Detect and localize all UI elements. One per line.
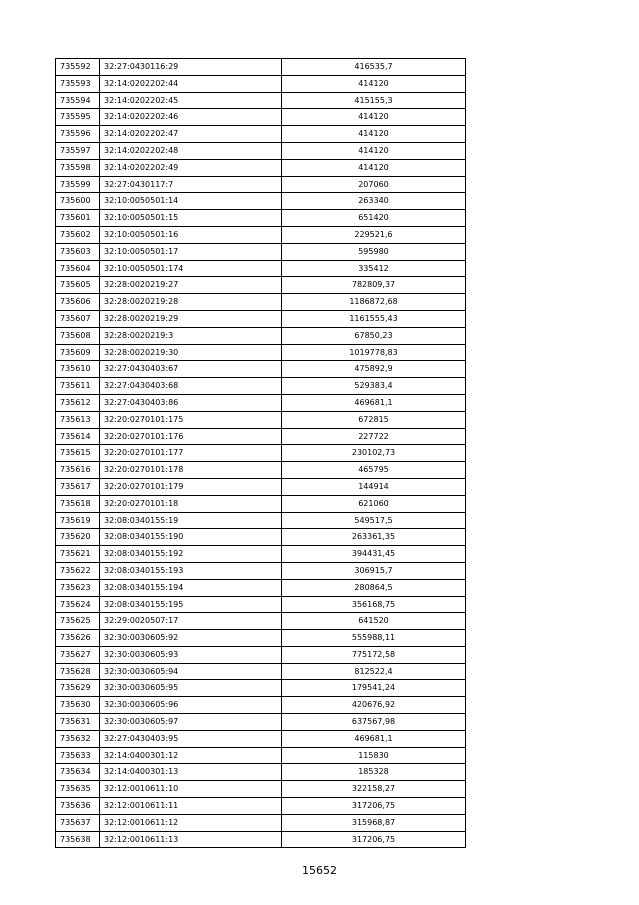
value-cell: 414120 <box>282 159 466 176</box>
cadastral-number-cell: 32:12:0010611:10 <box>100 781 282 798</box>
row-number-cell: 735629 <box>56 680 100 697</box>
cadastral-number-cell: 32:27:0430117:7 <box>100 176 282 193</box>
value-cell: 179541,24 <box>282 680 466 697</box>
cadastral-number-cell: 32:08:0340155:194 <box>100 579 282 596</box>
table-row <box>56 630 466 647</box>
table-row <box>56 831 466 848</box>
cadastral-number-cell: 32:20:0270101:179 <box>100 478 282 495</box>
row-number-cell: 735609 <box>56 344 100 361</box>
cadastral-number-cell: 32:29:0020507:17 <box>100 613 282 630</box>
row-number-cell: 735606 <box>56 294 100 311</box>
table-row <box>56 814 466 831</box>
value-cell: 263340 <box>282 193 466 210</box>
table-row <box>56 294 466 311</box>
value-cell: 317206,75 <box>282 798 466 815</box>
cadastral-number-cell: 32:28:0020219:27 <box>100 277 282 294</box>
row-number-cell: 735632 <box>56 730 100 747</box>
table-row <box>56 394 466 411</box>
row-number-cell: 735617 <box>56 478 100 495</box>
value-cell: 672815 <box>282 411 466 428</box>
table-row <box>56 411 466 428</box>
table-row <box>56 512 466 529</box>
cadastral-number-cell: 32:30:0030605:96 <box>100 697 282 714</box>
row-number-cell: 735602 <box>56 226 100 243</box>
cadastral-number-cell: 32:08:0340155:195 <box>100 596 282 613</box>
table-row <box>56 546 466 563</box>
cadastral-number-cell: 32:12:0010611:11 <box>100 798 282 815</box>
value-cell: 394431,45 <box>282 546 466 563</box>
cadastral-number-cell: 32:27:0430403:95 <box>100 730 282 747</box>
value-cell: 280864,5 <box>282 579 466 596</box>
table-row <box>56 646 466 663</box>
row-number-cell: 735597 <box>56 142 100 159</box>
cadastral-number-cell: 32:30:0030605:94 <box>100 663 282 680</box>
cadastral-number-cell: 32:28:0020219:3 <box>100 327 282 344</box>
table-row <box>56 109 466 126</box>
cadastral-number-cell: 32:20:0270101:176 <box>100 428 282 445</box>
table-row <box>56 764 466 781</box>
row-number-cell: 735596 <box>56 126 100 143</box>
row-number-cell: 735611 <box>56 378 100 395</box>
value-cell: 317206,75 <box>282 831 466 848</box>
cadastral-number-cell: 32:08:0340155:193 <box>100 562 282 579</box>
row-number-cell: 735630 <box>56 697 100 714</box>
value-cell: 416535,7 <box>282 59 466 76</box>
row-number-cell: 735623 <box>56 579 100 596</box>
table-row <box>56 260 466 277</box>
value-cell: 641520 <box>282 613 466 630</box>
table-row <box>56 680 466 697</box>
cadastral-number-cell: 32:10:0050501:17 <box>100 243 282 260</box>
table-row <box>56 327 466 344</box>
value-cell: 529383,4 <box>282 378 466 395</box>
value-cell: 812522,4 <box>282 663 466 680</box>
table-row <box>56 75 466 92</box>
cadastral-number-cell: 32:10:0050501:174 <box>100 260 282 277</box>
table-row <box>56 781 466 798</box>
row-number-cell: 735618 <box>56 495 100 512</box>
cadastral-number-cell: 32:30:0030605:95 <box>100 680 282 697</box>
value-cell: 549517,5 <box>282 512 466 529</box>
row-number-cell: 735601 <box>56 210 100 227</box>
value-cell: 67850,23 <box>282 327 466 344</box>
table-row <box>56 344 466 361</box>
cadastral-number-cell: 32:30:0030605:97 <box>100 714 282 731</box>
row-number-cell: 735624 <box>56 596 100 613</box>
row-number-cell: 735614 <box>56 428 100 445</box>
table-row <box>56 92 466 109</box>
table-row <box>56 495 466 512</box>
value-cell: 621060 <box>282 495 466 512</box>
row-number-cell: 735637 <box>56 814 100 831</box>
value-cell: 263361,35 <box>282 529 466 546</box>
value-cell: 465795 <box>282 462 466 479</box>
row-number-cell: 735595 <box>56 109 100 126</box>
cadastral-number-cell: 32:20:0270101:18 <box>100 495 282 512</box>
table-row <box>56 361 466 378</box>
value-cell: 115830 <box>282 747 466 764</box>
cadastral-number-cell: 32:28:0020219:29 <box>100 310 282 327</box>
value-cell: 469681,1 <box>282 730 466 747</box>
table-row <box>56 445 466 462</box>
value-cell: 637567,98 <box>282 714 466 731</box>
cadastral-number-cell: 32:10:0050501:15 <box>100 210 282 227</box>
table-body <box>56 59 466 848</box>
row-number-cell: 735616 <box>56 462 100 479</box>
cadastral-value-table <box>55 58 466 848</box>
table-row <box>56 529 466 546</box>
row-number-cell: 735622 <box>56 562 100 579</box>
table-row <box>56 478 466 495</box>
value-cell: 414120 <box>282 126 466 143</box>
cadastral-number-cell: 32:14:0202202:46 <box>100 109 282 126</box>
row-number-cell: 735608 <box>56 327 100 344</box>
value-cell: 227722 <box>282 428 466 445</box>
cadastral-number-cell: 32:14:0202202:48 <box>100 142 282 159</box>
table-row <box>56 59 466 76</box>
cadastral-number-cell: 32:27:0430403:86 <box>100 394 282 411</box>
row-number-cell: 735635 <box>56 781 100 798</box>
cadastral-number-cell: 32:28:0020219:28 <box>100 294 282 311</box>
value-cell: 775172,58 <box>282 646 466 663</box>
value-cell: 415155,3 <box>282 92 466 109</box>
value-cell: 595980 <box>282 243 466 260</box>
value-cell: 475892,9 <box>282 361 466 378</box>
table-row <box>56 613 466 630</box>
table-row <box>56 663 466 680</box>
table-row <box>56 378 466 395</box>
table-row <box>56 226 466 243</box>
cadastral-number-cell: 32:20:0270101:177 <box>100 445 282 462</box>
page-number: 15652 <box>302 864 337 877</box>
row-number-cell: 735598 <box>56 159 100 176</box>
cadastral-number-cell: 32:12:0010611:13 <box>100 831 282 848</box>
value-cell: 651420 <box>282 210 466 227</box>
value-cell: 782809,37 <box>282 277 466 294</box>
cadastral-number-cell: 32:12:0010611:12 <box>100 814 282 831</box>
row-number-cell: 735620 <box>56 529 100 546</box>
value-cell: 322158,27 <box>282 781 466 798</box>
value-cell: 230102,73 <box>282 445 466 462</box>
row-number-cell: 735621 <box>56 546 100 563</box>
cadastral-number-cell: 32:14:0202202:44 <box>100 75 282 92</box>
table-row <box>56 596 466 613</box>
cadastral-number-cell: 32:28:0020219:30 <box>100 344 282 361</box>
row-number-cell: 735607 <box>56 310 100 327</box>
cadastral-number-cell: 32:20:0270101:175 <box>100 411 282 428</box>
value-cell: 1019778,83 <box>282 344 466 361</box>
row-number-cell: 735594 <box>56 92 100 109</box>
value-cell: 306915,7 <box>282 562 466 579</box>
table-row <box>56 798 466 815</box>
row-number-cell: 735627 <box>56 646 100 663</box>
table-row <box>56 159 466 176</box>
row-number-cell: 735593 <box>56 75 100 92</box>
table-row <box>56 142 466 159</box>
value-cell: 469681,1 <box>282 394 466 411</box>
cadastral-number-cell: 32:27:0430403:67 <box>100 361 282 378</box>
row-number-cell: 735636 <box>56 798 100 815</box>
value-cell: 414120 <box>282 75 466 92</box>
row-number-cell: 735634 <box>56 764 100 781</box>
row-number-cell: 735638 <box>56 831 100 848</box>
row-number-cell: 735615 <box>56 445 100 462</box>
value-cell: 229521,6 <box>282 226 466 243</box>
cadastral-number-cell: 32:27:0430403:68 <box>100 378 282 395</box>
value-cell: 414120 <box>282 142 466 159</box>
cadastral-number-cell: 32:08:0340155:190 <box>100 529 282 546</box>
row-number-cell: 735605 <box>56 277 100 294</box>
table-row <box>56 193 466 210</box>
value-cell: 1186872,68 <box>282 294 466 311</box>
table-row <box>56 714 466 731</box>
value-cell: 335412 <box>282 260 466 277</box>
table-row <box>56 277 466 294</box>
row-number-cell: 735628 <box>56 663 100 680</box>
row-number-cell: 735612 <box>56 394 100 411</box>
table-row <box>56 697 466 714</box>
cadastral-number-cell: 32:08:0340155:192 <box>100 546 282 563</box>
cadastral-number-cell: 32:14:0400301:12 <box>100 747 282 764</box>
table-row <box>56 243 466 260</box>
cadastral-number-cell: 32:14:0400301:13 <box>100 764 282 781</box>
table-row <box>56 310 466 327</box>
cadastral-number-cell: 32:10:0050501:16 <box>100 226 282 243</box>
cadastral-number-cell: 32:20:0270101:178 <box>100 462 282 479</box>
table-row <box>56 747 466 764</box>
cadastral-number-cell: 32:30:0030605:93 <box>100 646 282 663</box>
table-row <box>56 579 466 596</box>
value-cell: 356168,75 <box>282 596 466 613</box>
row-number-cell: 735600 <box>56 193 100 210</box>
value-cell: 315968,87 <box>282 814 466 831</box>
row-number-cell: 735603 <box>56 243 100 260</box>
cadastral-number-cell: 32:30:0030605:92 <box>100 630 282 647</box>
row-number-cell: 735619 <box>56 512 100 529</box>
row-number-cell: 735633 <box>56 747 100 764</box>
table-row <box>56 176 466 193</box>
row-number-cell: 735626 <box>56 630 100 647</box>
row-number-cell: 735631 <box>56 714 100 731</box>
table-row <box>56 562 466 579</box>
value-cell: 555988,11 <box>282 630 466 647</box>
cadastral-number-cell: 32:14:0202202:47 <box>100 126 282 143</box>
value-cell: 144914 <box>282 478 466 495</box>
row-number-cell: 735625 <box>56 613 100 630</box>
cadastral-number-cell: 32:08:0340155:19 <box>100 512 282 529</box>
row-number-cell: 735604 <box>56 260 100 277</box>
table-row <box>56 210 466 227</box>
value-cell: 207060 <box>282 176 466 193</box>
row-number-cell: 735613 <box>56 411 100 428</box>
cadastral-number-cell: 32:14:0202202:49 <box>100 159 282 176</box>
cadastral-number-cell: 32:27:0430116:29 <box>100 59 282 76</box>
table-row <box>56 428 466 445</box>
value-cell: 414120 <box>282 109 466 126</box>
table-row <box>56 462 466 479</box>
value-cell: 420676,92 <box>282 697 466 714</box>
cadastral-number-cell: 32:10:0050501:14 <box>100 193 282 210</box>
cadastral-number-cell: 32:14:0202202:45 <box>100 92 282 109</box>
row-number-cell: 735610 <box>56 361 100 378</box>
table-row <box>56 126 466 143</box>
row-number-cell: 735599 <box>56 176 100 193</box>
row-number-cell: 735592 <box>56 59 100 76</box>
value-cell: 1161555,43 <box>282 310 466 327</box>
table-row <box>56 730 466 747</box>
value-cell: 185328 <box>282 764 466 781</box>
